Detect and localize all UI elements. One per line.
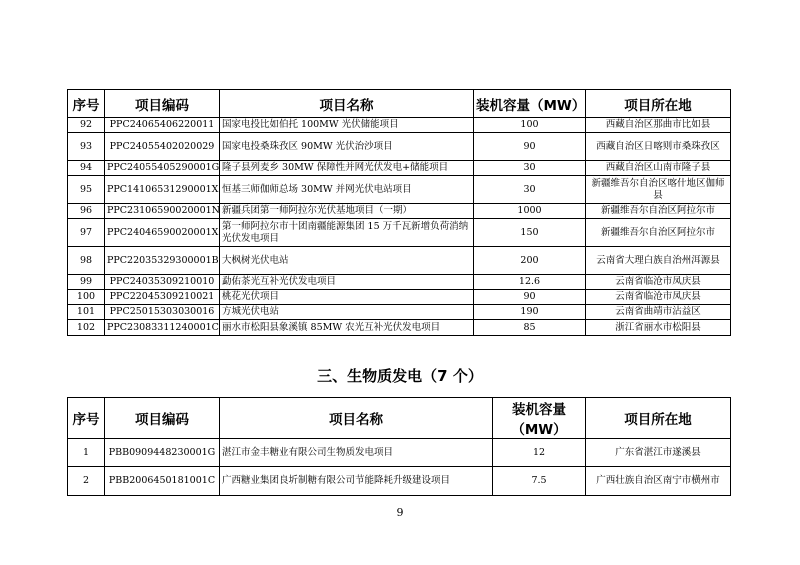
cell-project-code: PPC24046590020001X <box>105 219 220 247</box>
cell-seq: 97 <box>68 219 105 247</box>
projects-table-solar <box>67 89 731 336</box>
table-row <box>68 467 731 496</box>
cell-project-name: 桃花光伏项目 <box>220 290 474 305</box>
cell-project-name: 丽水市松阳县象溪镇 85MW 农光互补光伏发电项目 <box>220 320 474 336</box>
cell-seq: 95 <box>68 176 105 204</box>
header-seq: 序号 <box>68 398 105 439</box>
cell-seq: 94 <box>68 161 105 176</box>
cell-capacity: 7.5 <box>493 467 586 496</box>
cell-capacity: 190 <box>474 305 586 320</box>
cell-capacity: 90 <box>474 290 586 305</box>
cell-seq: 93 <box>68 133 105 161</box>
cell-location: 云南省临沧市凤庆县 <box>586 275 731 290</box>
cell-seq: 92 <box>68 118 105 133</box>
cell-seq: 2 <box>68 467 105 496</box>
header-location: 项目所在地 <box>586 398 731 439</box>
projects-table-biomass <box>67 397 731 496</box>
cell-project-code: PPC24035309210010 <box>105 275 220 290</box>
cell-location: 广东省湛江市遂溪县 <box>586 439 731 467</box>
header-project-code: 项目编码 <box>105 398 220 439</box>
cell-location: 云南省临沧市凤庆县 <box>586 290 731 305</box>
cell-location: 新疆维吾尔自治区阿拉尔市 <box>586 204 731 219</box>
cell-project-code: PPC24055402020029 <box>105 133 220 161</box>
cell-location: 广西壮族自治区南宁市横州市 <box>586 467 731 496</box>
cell-seq: 98 <box>68 247 105 275</box>
cell-capacity: 12.6 <box>474 275 586 290</box>
table-row <box>68 133 731 161</box>
cell-seq: 96 <box>68 204 105 219</box>
cell-project-code: PPC25015303030016 <box>105 305 220 320</box>
table-row <box>68 305 731 320</box>
header-project-name: 项目名称 <box>220 90 474 118</box>
cell-project-name: 勐佑茶光互补光伏发电项目 <box>220 275 474 290</box>
table-row <box>68 320 731 336</box>
cell-project-code: PBB2006450181001C <box>105 467 220 496</box>
section-heading: 三、生物质发电（7 个） <box>317 367 483 385</box>
cell-capacity: 1000 <box>474 204 586 219</box>
table-row <box>68 204 731 219</box>
page-number: 9 <box>396 506 404 519</box>
cell-seq: 1 <box>68 439 105 467</box>
cell-project-code: PPC22035329300001B <box>105 247 220 275</box>
header-project-name: 项目名称 <box>220 398 493 439</box>
cell-project-name: 国家电投桑珠孜区 90MW 光伏治沙项目 <box>220 133 474 161</box>
table-row <box>68 275 731 290</box>
table-row <box>68 118 731 133</box>
cell-location: 西藏自治区那曲市比如县 <box>586 118 731 133</box>
cell-capacity: 150 <box>474 219 586 247</box>
header-location: 项目所在地 <box>586 90 731 118</box>
cell-project-name: 湛江市金丰糖业有限公司生物质发电项目 <box>220 439 493 467</box>
cell-project-name: 新疆兵团第一师阿拉尔光伏基地项目（一期） <box>220 204 474 219</box>
cell-project-name: 恒基三师伽师总场 30MW 并网光伏电站项目 <box>220 176 474 204</box>
table-row <box>68 176 731 204</box>
table-row <box>68 290 731 305</box>
cell-location: 新疆维吾尔自治区喀什地区伽师县 <box>586 176 731 204</box>
header-capacity: 装机容量（MW） <box>474 90 586 118</box>
cell-project-name: 国家电投比如伯托 100MW 光伏储能项目 <box>220 118 474 133</box>
cell-location: 云南省曲靖市沾益区 <box>586 305 731 320</box>
cell-location: 浙江省丽水市松阳县 <box>586 320 731 336</box>
cell-project-code: PPC14106531290001X <box>105 176 220 204</box>
table-header-row <box>68 398 731 439</box>
table-header-row <box>68 90 731 118</box>
table-row <box>68 219 731 247</box>
cell-seq: 102 <box>68 320 105 336</box>
header-capacity: 装机容量（MW） <box>493 398 586 439</box>
cell-location: 云南省大理白族自治州洱源县 <box>586 247 731 275</box>
cell-capacity: 30 <box>474 161 586 176</box>
cell-project-name: 广西糖业集团良圻制糖有限公司节能降耗升级建设项目 <box>220 467 493 496</box>
cell-project-code: PBB0909448230001G <box>105 439 220 467</box>
cell-project-code: PPC24065406220011 <box>105 118 220 133</box>
cell-seq: 101 <box>68 305 105 320</box>
cell-project-name: 方城光伏电站 <box>220 305 474 320</box>
cell-project-code: PPC23083311240001C <box>105 320 220 336</box>
cell-project-name: 第一师阿拉尔市十团南疆能源集团 15 万千瓦新增负荷消纳光伏发电项目 <box>220 219 474 247</box>
cell-capacity: 90 <box>474 133 586 161</box>
header-seq: 序号 <box>68 90 105 118</box>
cell-capacity: 200 <box>474 247 586 275</box>
cell-capacity: 12 <box>493 439 586 467</box>
cell-project-code: PPC23106590020001N <box>105 204 220 219</box>
cell-capacity: 100 <box>474 118 586 133</box>
cell-seq: 100 <box>68 290 105 305</box>
cell-capacity: 85 <box>474 320 586 336</box>
cell-location: 西藏自治区山南市隆子县 <box>586 161 731 176</box>
cell-location: 西藏自治区日喀则市桑珠孜区 <box>586 133 731 161</box>
cell-project-name: 隆子县列麦乡 30MW 保障性并网光伏发电+储能项目 <box>220 161 474 176</box>
cell-project-code: PPC22045309210021 <box>105 290 220 305</box>
cell-seq: 99 <box>68 275 105 290</box>
cell-capacity: 30 <box>474 176 586 204</box>
header-project-code: 项目编码 <box>105 90 220 118</box>
cell-project-name: 大枫树光伏电站 <box>220 247 474 275</box>
table-row <box>68 247 731 275</box>
table-row <box>68 439 731 467</box>
cell-location: 新疆维吾尔自治区阿拉尔市 <box>586 219 731 247</box>
cell-project-code: PPC24055405290001G <box>105 161 220 176</box>
table-row <box>68 161 731 176</box>
